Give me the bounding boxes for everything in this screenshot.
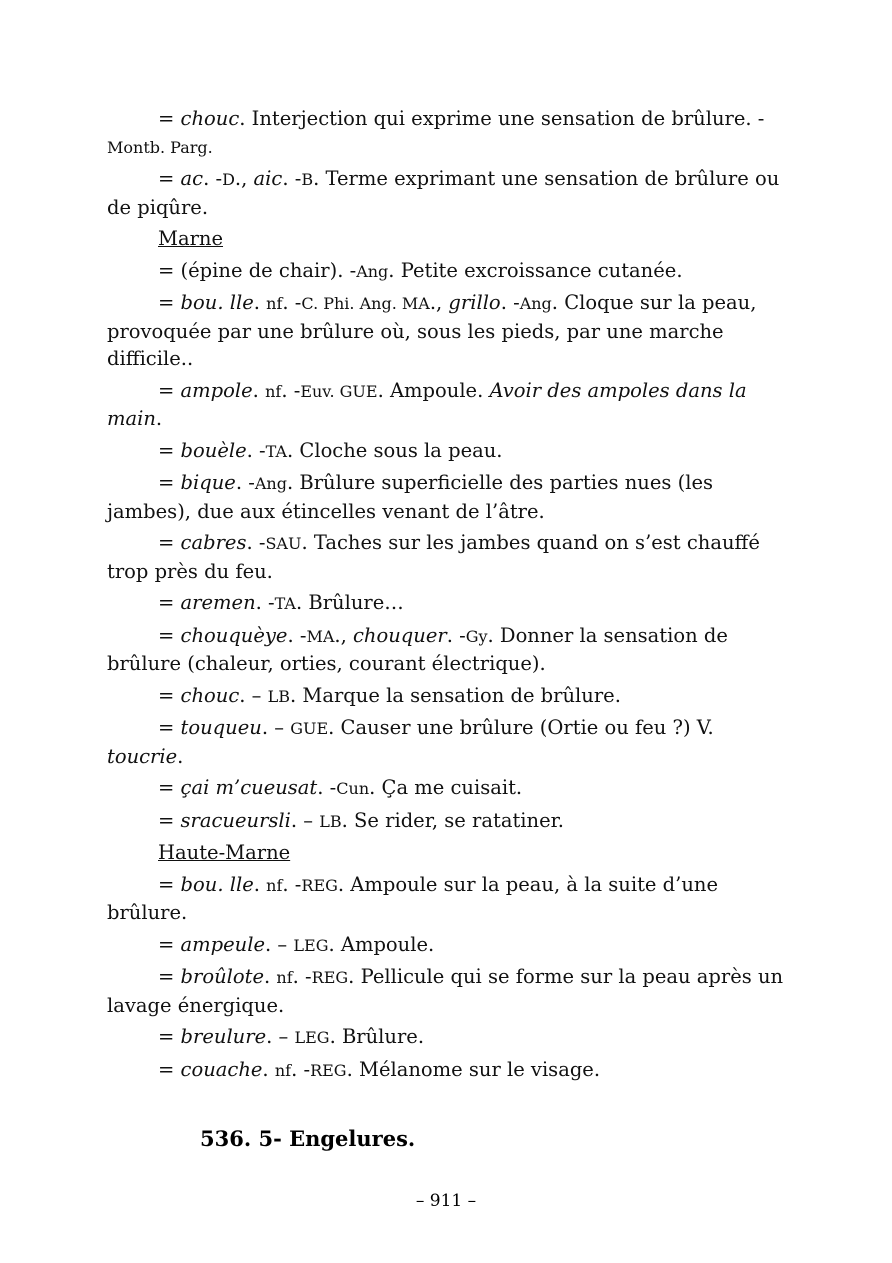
entry-text: . - [282,291,302,314]
dictionary-entry [107,963,787,1019]
entry-text: . Cloque sur la peau, provoquée par une brûlure où, sous les pieds, par une marche difficile.. [107,291,757,370]
entry-text: . – [261,716,291,739]
dialect-term: ampole [180,378,253,402]
entry-text: . - [292,965,312,988]
source-abbrev: REG [310,1060,347,1080]
dialect-term: couache [180,1057,263,1081]
dialect-term: chouc [180,107,240,130]
entry-text: = (épine de chair). - [158,258,357,282]
dictionary-entry [107,807,787,836]
entry-text: ., [429,291,449,314]
entry-text: = [158,438,181,462]
source-abbrev: Ang [519,294,552,313]
entry-text: ., [334,623,354,647]
source-abbrev: nf [266,294,283,313]
dialect-term: broûlote [180,965,265,988]
entry-text: . Cloche sous la peau. [287,438,503,462]
dialect-term: bou. lle [180,291,254,314]
entry-text: = [158,808,181,832]
entry-text: . [253,291,267,314]
entry-text: = [158,291,181,314]
source-abbrev: B [301,170,314,189]
entry-text: = [158,965,181,988]
source-abbrev: MA [306,626,335,646]
entry-text: . - [446,623,466,647]
source-abbrev: REG [311,968,349,987]
entry-text: . Pellicule qui se forme sur la peau après un lavage énergique. [107,965,784,1017]
dialect-term: touqueu [180,716,262,739]
source-abbrev: Cun [336,779,370,798]
dictionary-text-body [107,105,787,1088]
source-abbrev: SAU [265,534,302,553]
entry-text: . Marque la sensation de brûlure. [290,683,621,707]
entry-text: = [158,378,181,402]
source-abbrev: Montb. Parg. [107,137,213,157]
dictionary-entry [107,1023,787,1052]
entry-text: = [158,1057,181,1081]
dialect-term: aic [253,167,283,190]
entry-text: ., [234,167,254,190]
entry-text: . - [281,378,301,402]
entry-text: = [158,776,181,799]
entry-text: . – [239,683,268,707]
entry-text: . [264,965,277,988]
dialect-term: breulure [180,1025,267,1048]
entry-text: = [158,471,181,494]
entry-text: . Ampoule. [377,378,490,402]
dictionary-entry [107,437,787,466]
dictionary-entry [107,622,787,678]
source-abbrev: GUE [290,719,329,738]
entry-text: . - [282,872,302,896]
entry-text: . Mélanome sur le visage. [346,1057,601,1081]
dictionary-entry [107,377,787,433]
dictionary-entry [107,1056,787,1085]
source-abbrev: REG [301,875,338,895]
section-heading: 536. 5- Engelures. [200,1126,416,1151]
entry-text: . Interjection qui exprime une sensation de brûlure. - [239,107,765,130]
entry-text: . - [291,1057,311,1081]
entry-text: = [158,1025,181,1048]
dialect-term: ampeule [180,932,266,956]
dialect-term: bou. lle [180,872,254,896]
entry-text: = [158,623,181,647]
entry-text: . - [500,291,520,314]
dialect-term: grillo [448,291,501,314]
dialect-term: aremen [180,591,256,614]
dialect-term: çai m’cueusat [180,776,318,799]
dialect-term: chouquer [353,623,447,647]
entry-text: . [262,1057,275,1081]
dialect-term: chouquèye [180,623,288,647]
region-heading: Haute-Marne [158,841,291,864]
entry-text: . - [246,438,266,462]
entry-text: . - [246,531,266,554]
entry-text: . Brûlure superficielle des parties nues (les jambes), due aux étincelles venant de l’âtre. [107,471,713,523]
dictionary-entry [107,589,787,618]
entry-text: . [155,407,163,430]
dialect-term: bique [180,471,236,494]
entry-text: = [158,872,181,896]
source-abbrev: Gy [465,626,488,646]
entry-text: = [158,107,181,130]
entry-text: . Brûlure… [295,591,404,614]
dictionary-entry [107,682,787,711]
entry-text: . – [266,1025,295,1048]
source-abbrev: nf [265,381,282,401]
source-abbrev: nf [274,1060,292,1080]
entry-text: . - [203,167,223,190]
source-abbrev: Euv. GUE [300,381,378,401]
entry-text: = [158,683,181,707]
entry-text: . Donner la sensation de brûlure (chaleur, orties, courant électrique). [107,623,728,675]
dialect-term: toucrie [107,744,178,768]
dictionary-entry [107,257,787,286]
source-abbrev: LB [319,811,342,831]
entry-text: = [158,716,181,739]
page-number: – 911 – [415,1191,477,1211]
entry-text: = [158,932,181,956]
source-abbrev: TA [274,594,296,613]
entry-text: . – [265,932,294,956]
entry-text: . [177,744,184,768]
source-abbrev: LEG [293,935,329,955]
dictionary-entry [107,529,787,585]
entry-text: . Causer une brûlure (Ortie ou feu ?) V. [328,716,714,739]
dictionary-entry [107,165,787,221]
entry-text: . Ampoule sur la peau, à la suite d’une brûlure. [107,872,718,924]
dictionary-entry [107,871,787,927]
entry-text: . - [317,776,337,799]
entry-text: . - [287,623,307,647]
dialect-term: chouc [180,683,240,707]
dictionary-entry [107,714,787,770]
source-abbrev: D [222,170,235,189]
dialect-term: sracueursli [180,808,291,832]
entry-text: = [158,531,181,554]
source-abbrev: LB [267,686,290,706]
entry-text: . Ampoule. [328,932,435,956]
region-heading: Marne [158,227,224,250]
dictionary-entry [107,289,787,373]
entry-text: = [158,167,181,190]
dictionary-entry [107,469,787,525]
source-abbrev: Ang [356,261,389,281]
source-abbrev: LEG [294,1028,330,1047]
entry-text: . Ça me cuisait. [369,776,523,799]
dialect-term: Avoir des ampoles dans la main [107,378,747,430]
entry-text: . Taches sur les jambes quand on s’est chauffé trop près du feu. [107,531,760,583]
entry-text: . Brûlure. [329,1025,425,1048]
dictionary-entry [107,774,787,803]
source-abbrev: Ang [254,474,287,493]
entry-text: . [253,872,267,896]
entry-text: . Petite excroissance cutanée. [388,258,683,282]
source-abbrev: C. Phi. Ang. MA [301,294,430,313]
dictionary-entry [107,931,787,960]
entry-text: . - [282,167,302,190]
dictionary-entry [107,105,787,161]
entry-text: . [252,378,266,402]
entry-text: . - [255,591,275,614]
dialect-term: bouèle [180,438,247,462]
dialect-term: cabres [180,531,247,554]
source-abbrev: TA [265,441,288,461]
source-abbrev: nf [276,968,293,987]
entry-text: = [158,591,181,614]
entry-text: . - [235,471,255,494]
dialect-term: ac [180,167,204,190]
source-abbrev: nf [266,875,283,895]
entry-text: . Terme exprimant une sensation de brûlure ou de piqûre. [107,167,780,219]
entry-text: . – [290,808,320,832]
entry-text: . Se rider, se ratatiner. [341,808,564,832]
